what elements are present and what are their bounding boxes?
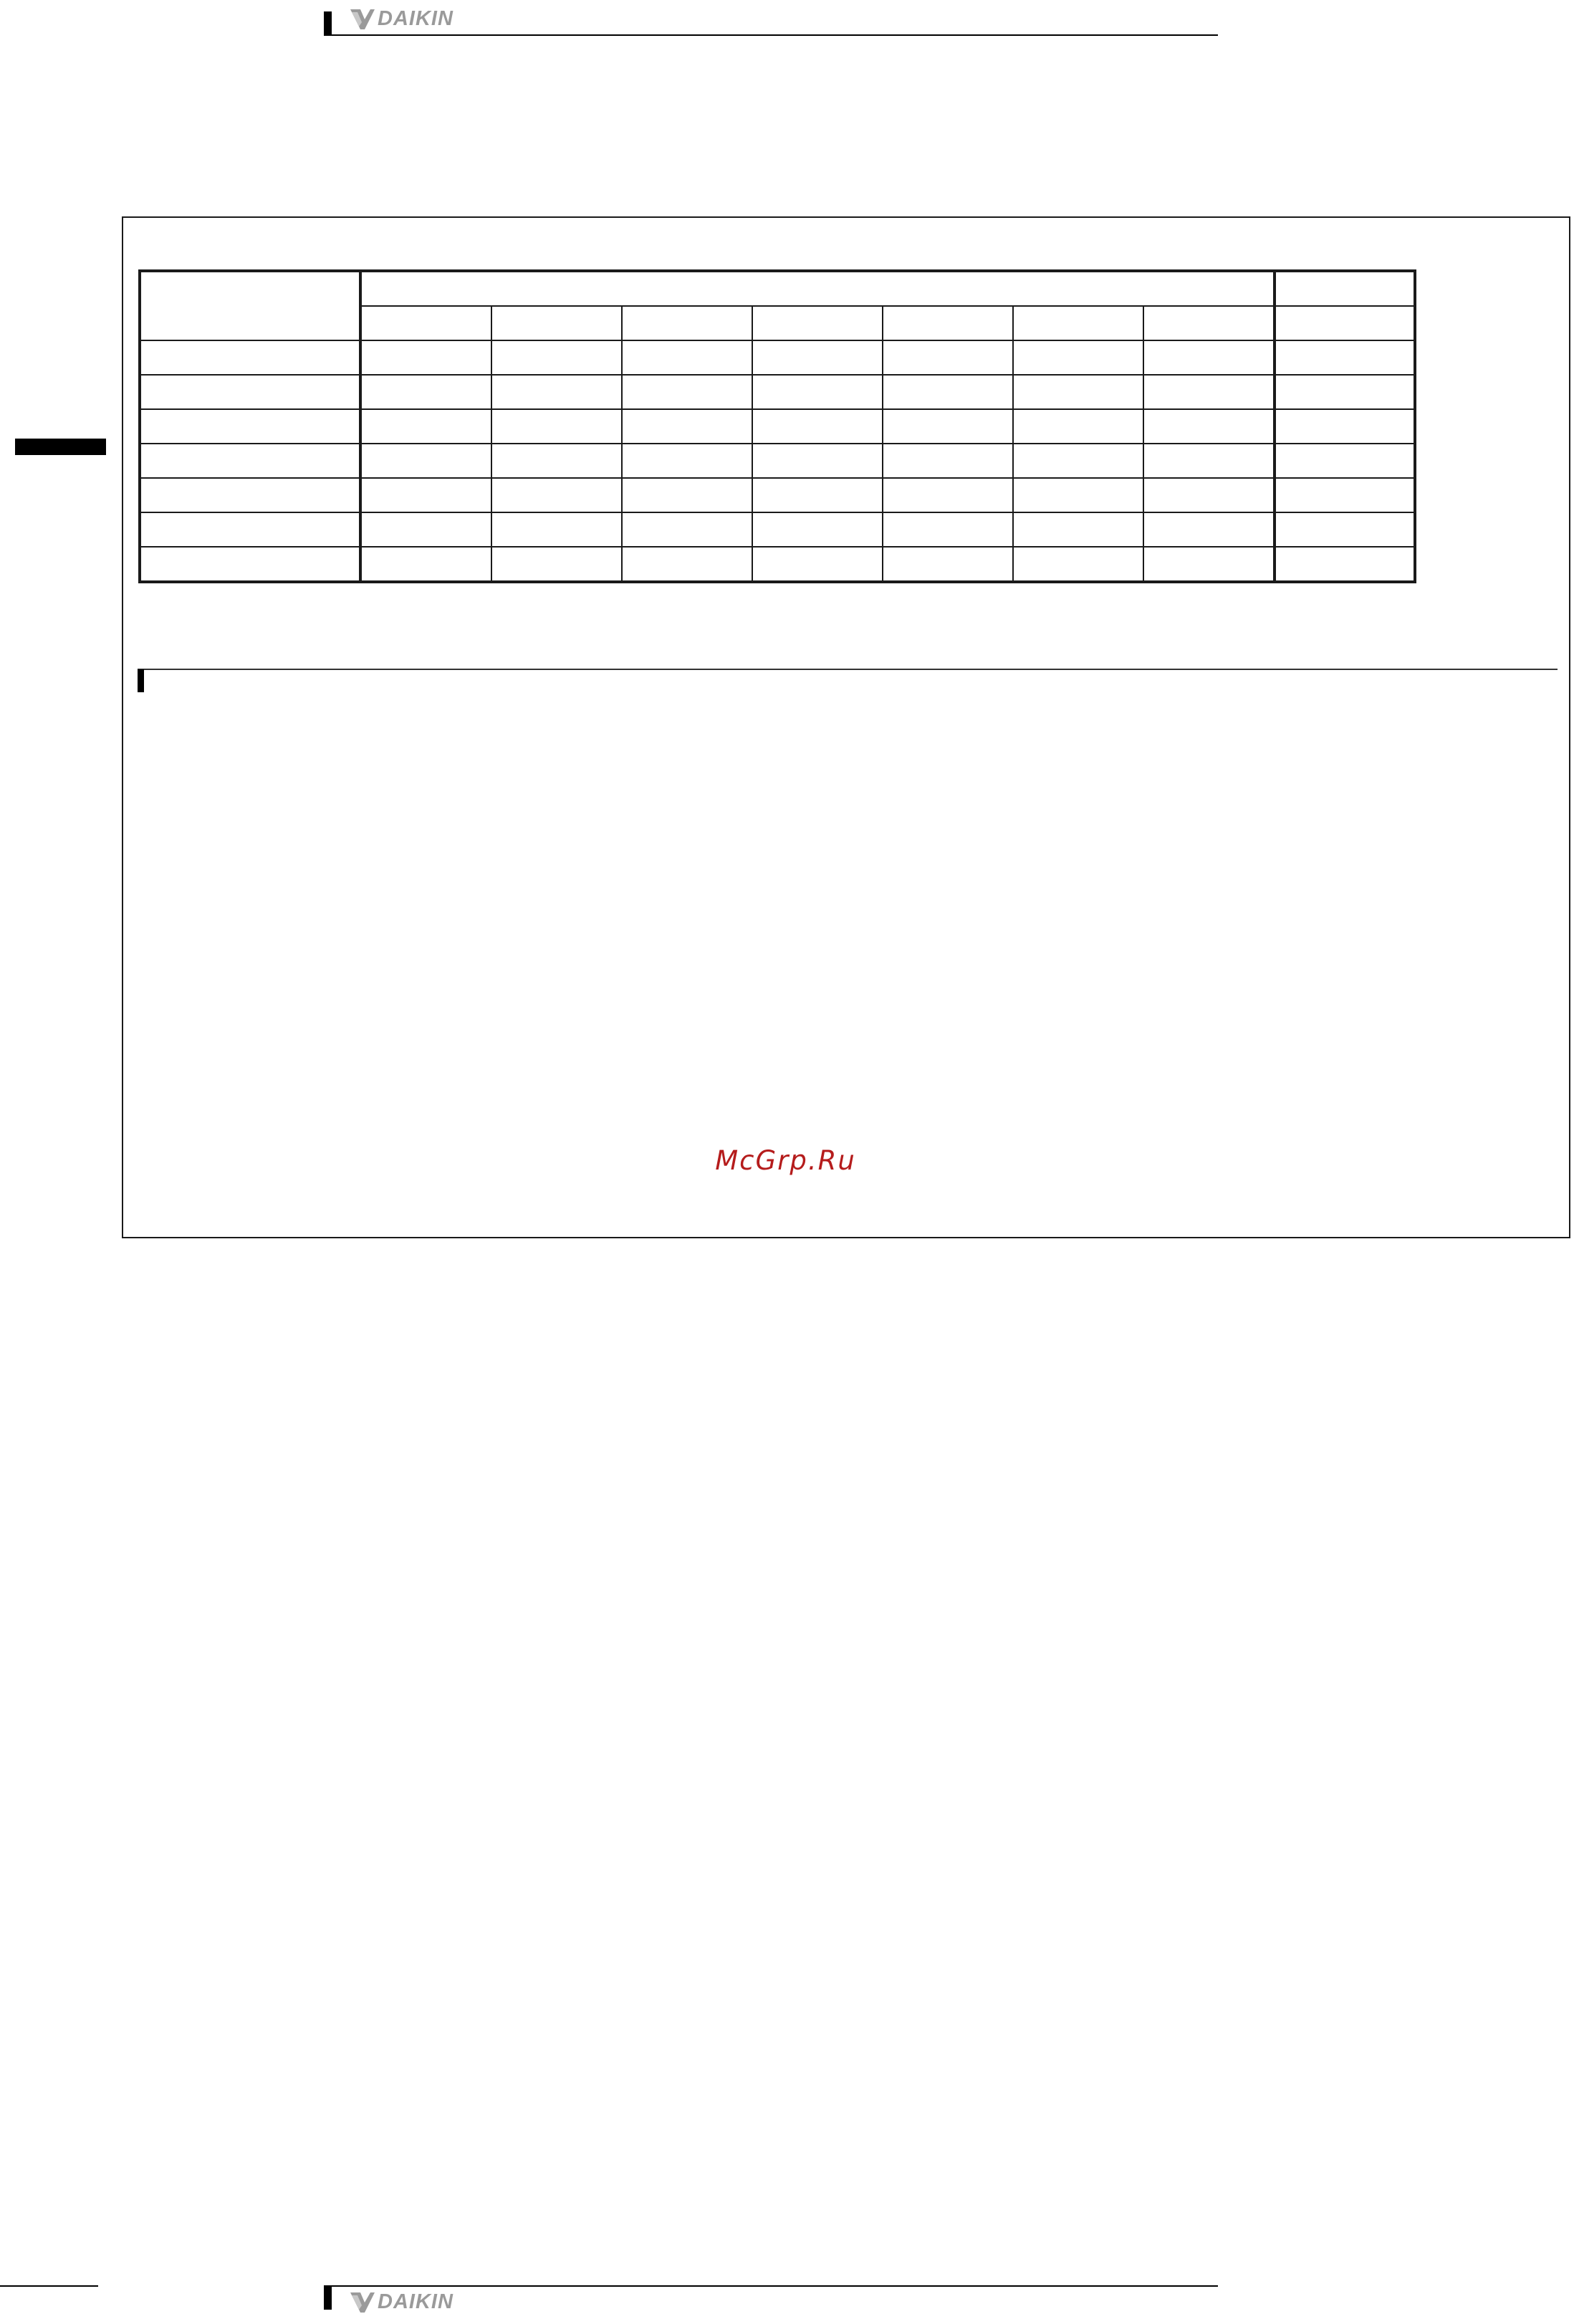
table-cell bbox=[752, 512, 883, 547]
table-row-label bbox=[140, 512, 360, 547]
table-cell bbox=[491, 375, 622, 409]
table-cell bbox=[622, 375, 752, 409]
table-cell bbox=[883, 409, 1013, 444]
table-subheader-cell bbox=[1013, 306, 1143, 340]
table-cell bbox=[883, 375, 1013, 409]
table-cell bbox=[622, 340, 752, 375]
daikin-logo-icon bbox=[349, 6, 375, 31]
table-row-label bbox=[140, 547, 360, 582]
table-cell bbox=[752, 409, 883, 444]
table-row-label bbox=[140, 444, 360, 478]
watermark bbox=[0, 1145, 1574, 1176]
table-cell bbox=[1143, 512, 1275, 547]
table-group-header bbox=[360, 271, 1275, 306]
table-cell bbox=[1275, 340, 1415, 375]
table-cell bbox=[1013, 512, 1143, 547]
table-cell bbox=[1275, 547, 1415, 582]
header-rule bbox=[324, 34, 1218, 36]
table-cell bbox=[1143, 444, 1275, 478]
table-cell bbox=[360, 478, 491, 512]
table-cell bbox=[1275, 444, 1415, 478]
table-cell bbox=[622, 478, 752, 512]
table-cell bbox=[1013, 409, 1143, 444]
table-cell bbox=[1013, 478, 1143, 512]
table-subheader-cell bbox=[883, 306, 1013, 340]
table-row bbox=[140, 478, 1415, 512]
table-subheader-cell bbox=[491, 306, 622, 340]
table-subheader-cell bbox=[1143, 306, 1275, 340]
table-cell bbox=[622, 444, 752, 478]
table-cell bbox=[1275, 478, 1415, 512]
table-cell bbox=[360, 409, 491, 444]
table-cell bbox=[1275, 375, 1415, 409]
table-cell bbox=[883, 547, 1013, 582]
table-corner-cell bbox=[140, 271, 360, 340]
table-cell bbox=[752, 444, 883, 478]
table-cell bbox=[1275, 512, 1415, 547]
table-row bbox=[140, 375, 1415, 409]
header-bar-mark bbox=[324, 11, 332, 36]
section-divider bbox=[138, 669, 1558, 670]
footer-bar-mark bbox=[324, 2285, 332, 2310]
daikin-logo-icon bbox=[349, 2290, 375, 2314]
table-cell bbox=[1275, 409, 1415, 444]
table-row-label bbox=[140, 478, 360, 512]
side-section-tab bbox=[15, 439, 106, 455]
table-cell bbox=[883, 340, 1013, 375]
table-row bbox=[140, 409, 1415, 444]
header-logo bbox=[349, 6, 454, 31]
table-cell bbox=[491, 547, 622, 582]
header-brand-text: DAIKIN bbox=[378, 6, 454, 30]
table-cell bbox=[360, 547, 491, 582]
table-cell bbox=[360, 340, 491, 375]
table-cell bbox=[1013, 340, 1143, 375]
table-cell bbox=[1013, 547, 1143, 582]
table-row bbox=[140, 512, 1415, 547]
table-subheader-cell bbox=[622, 306, 752, 340]
table-subheader-cell bbox=[752, 306, 883, 340]
footer-rule bbox=[324, 2285, 1218, 2287]
table-cell bbox=[622, 409, 752, 444]
table-cell bbox=[491, 444, 622, 478]
table-subheader-cell bbox=[360, 306, 491, 340]
table-cell bbox=[1143, 340, 1275, 375]
table-cell bbox=[1143, 375, 1275, 409]
table-row bbox=[140, 547, 1415, 582]
table-cell bbox=[883, 444, 1013, 478]
table-cell bbox=[360, 375, 491, 409]
footer-logo bbox=[349, 2290, 454, 2314]
table-subheader-cell bbox=[1275, 306, 1415, 340]
table-cell bbox=[1013, 444, 1143, 478]
table-row-label bbox=[140, 340, 360, 375]
table-cell bbox=[1143, 547, 1275, 582]
table-cell bbox=[752, 478, 883, 512]
table-cell bbox=[622, 547, 752, 582]
table-cell bbox=[1143, 409, 1275, 444]
table-last-header bbox=[1275, 271, 1415, 306]
table-cell bbox=[1013, 375, 1143, 409]
table-row-label bbox=[140, 409, 360, 444]
spec-table bbox=[138, 269, 1416, 583]
table-cell bbox=[360, 512, 491, 547]
section-marker bbox=[138, 669, 144, 692]
table-header-row bbox=[140, 271, 1415, 306]
table-cell bbox=[491, 478, 622, 512]
table-cell bbox=[491, 409, 622, 444]
watermark-text: McGrp.Ru bbox=[715, 1145, 856, 1176]
footer-brand-text: DAIKIN bbox=[378, 2290, 454, 2313]
table-cell bbox=[752, 547, 883, 582]
table-cell bbox=[491, 340, 622, 375]
table-cell bbox=[883, 478, 1013, 512]
table-row-label bbox=[140, 375, 360, 409]
table-cell bbox=[883, 512, 1013, 547]
table-row bbox=[140, 340, 1415, 375]
table-cell bbox=[1143, 478, 1275, 512]
table-cell bbox=[752, 340, 883, 375]
footer-left-rule bbox=[0, 2285, 98, 2287]
table-row bbox=[140, 444, 1415, 478]
table-cell bbox=[491, 512, 622, 547]
table-cell bbox=[360, 444, 491, 478]
table-cell bbox=[622, 512, 752, 547]
table-cell bbox=[752, 375, 883, 409]
